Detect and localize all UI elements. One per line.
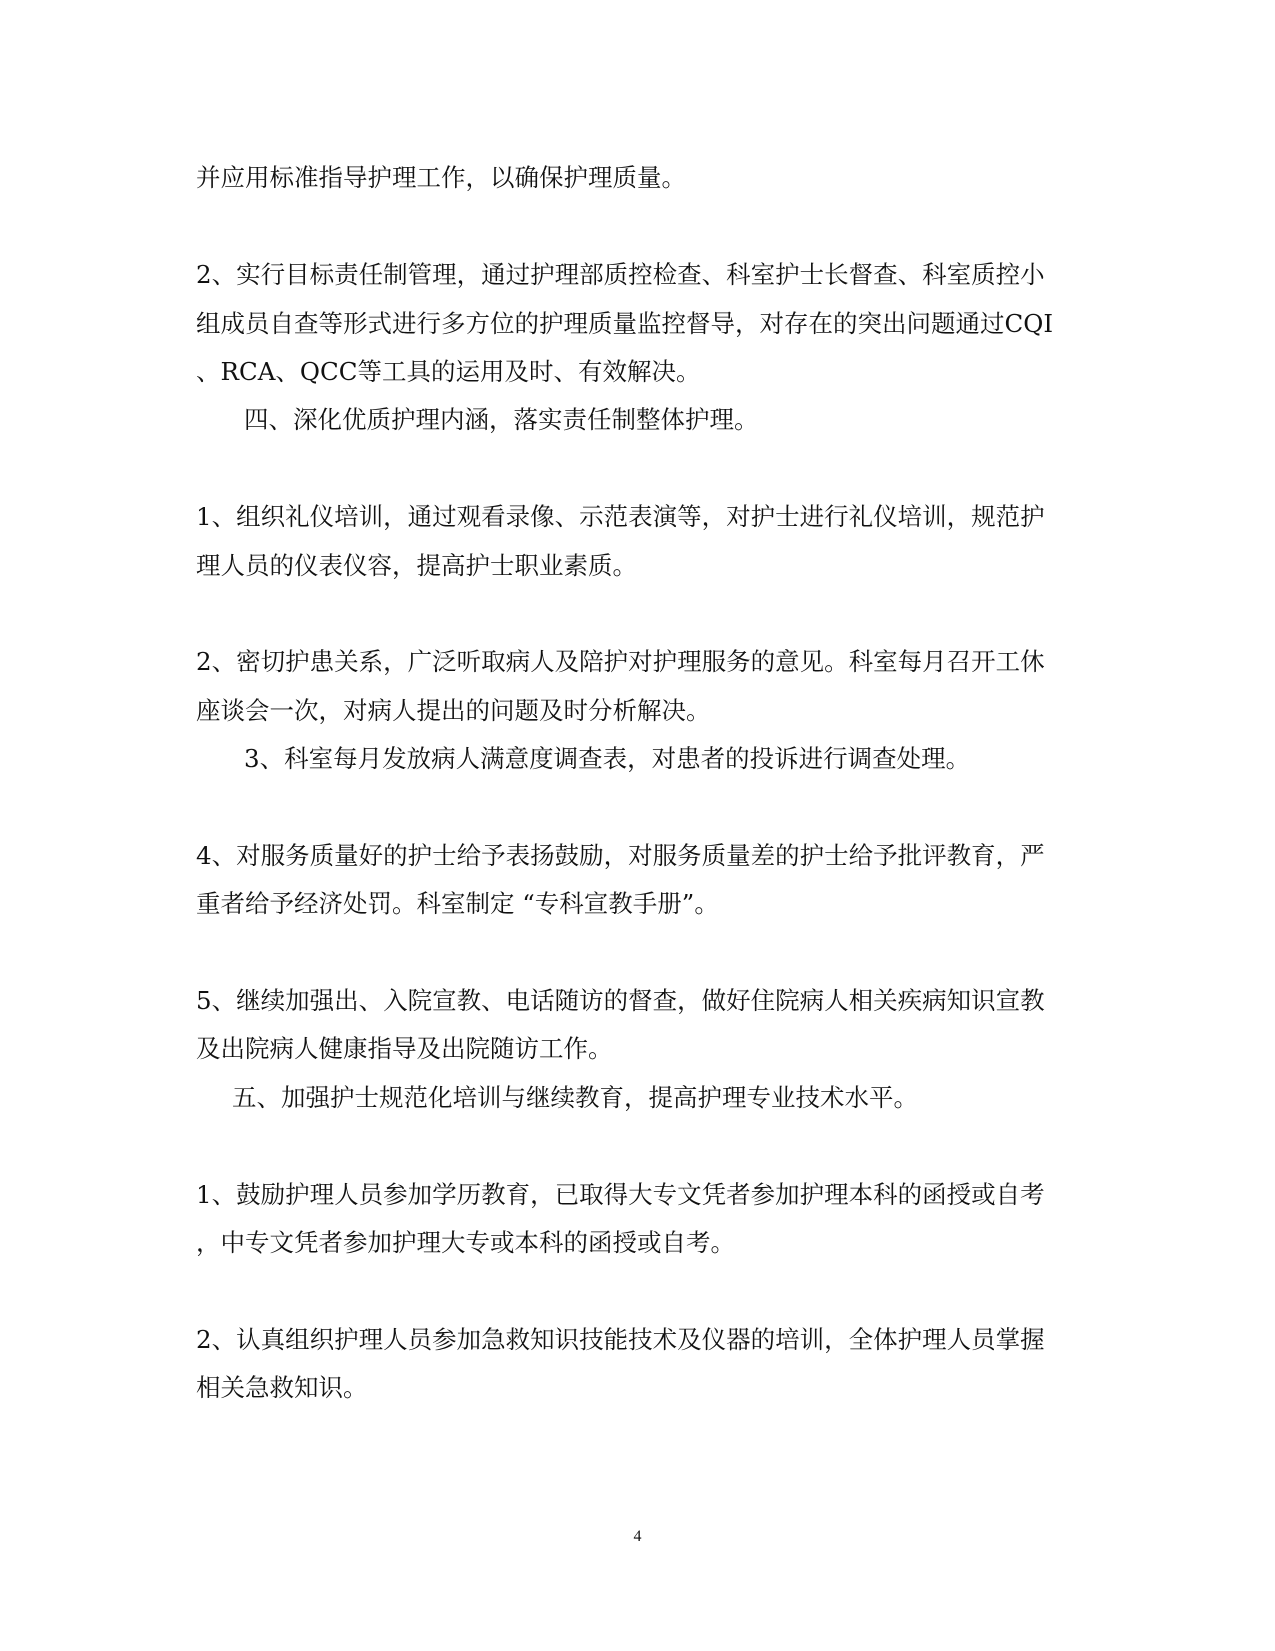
section-heading: 五、加强护士规范化培训与继续教育，提高护理专业技术水平。 [232, 1083, 918, 1112]
text-line: 及出院病人健康指导及出院随访工作。 [196, 1034, 613, 1063]
text-line: 座谈会一次，对病人提出的问题及时分析解决。 [196, 696, 711, 725]
text-line: ，中专文凭者参加护理大专或本科的函授或自考。 [196, 1228, 735, 1257]
text-line: 1、组织礼仪培训，通过观看录像、示范表演等，对护士进行礼仪培训，规范护 [196, 502, 1045, 531]
page-number: 4 [633, 1528, 642, 1545]
text-line: 2、密切护患关系，广泛听取病人及陪护对护理服务的意见。科室每月召开工休 [196, 647, 1045, 676]
text-line: 5、继续加强出、入院宣教、电话随访的督查，做好住院病人相关疾病知识宣教 [196, 986, 1045, 1015]
section-heading: 四、深化优质护理内涵，落实责任制整体护理。 [244, 405, 759, 434]
text-line: 2、认真组织护理人员参加急救知识技能技术及仪器的培训，全体护理人员掌握 [196, 1325, 1045, 1354]
text-line: 3、科室每月发放病人满意度调查表，对患者的投诉进行调查处理。 [244, 744, 971, 773]
text-line: 2、实行目标责任制管理，通过护理部质控检查、科室护士长督查、科室质控小 [196, 260, 1045, 289]
text-line: 1、鼓励护理人员参加学历教育，已取得大专文凭者参加护理本科的函授或自考 [196, 1180, 1045, 1209]
text-line: 4、对服务质量好的护士给予表扬鼓励，对服务质量差的护士给予批评教育，严 [196, 841, 1045, 870]
text-line: 重者给予经济处罚。科室制定 “专科宣教手册”。 [196, 889, 719, 918]
text-line: 并应用标准指导护理工作，以确保护理质量。 [196, 163, 686, 192]
text-line: 理人员的仪表仪容，提高护士职业素质。 [196, 551, 637, 580]
text-line: 组成员自查等形式进行多方位的护理质量监控督导，对存在的突出问题通过CQI [196, 309, 1054, 338]
text-line: 相关急救知识。 [196, 1373, 368, 1402]
text-line: 、RCA、QCC等工具的运用及时、有效解决。 [196, 357, 701, 386]
